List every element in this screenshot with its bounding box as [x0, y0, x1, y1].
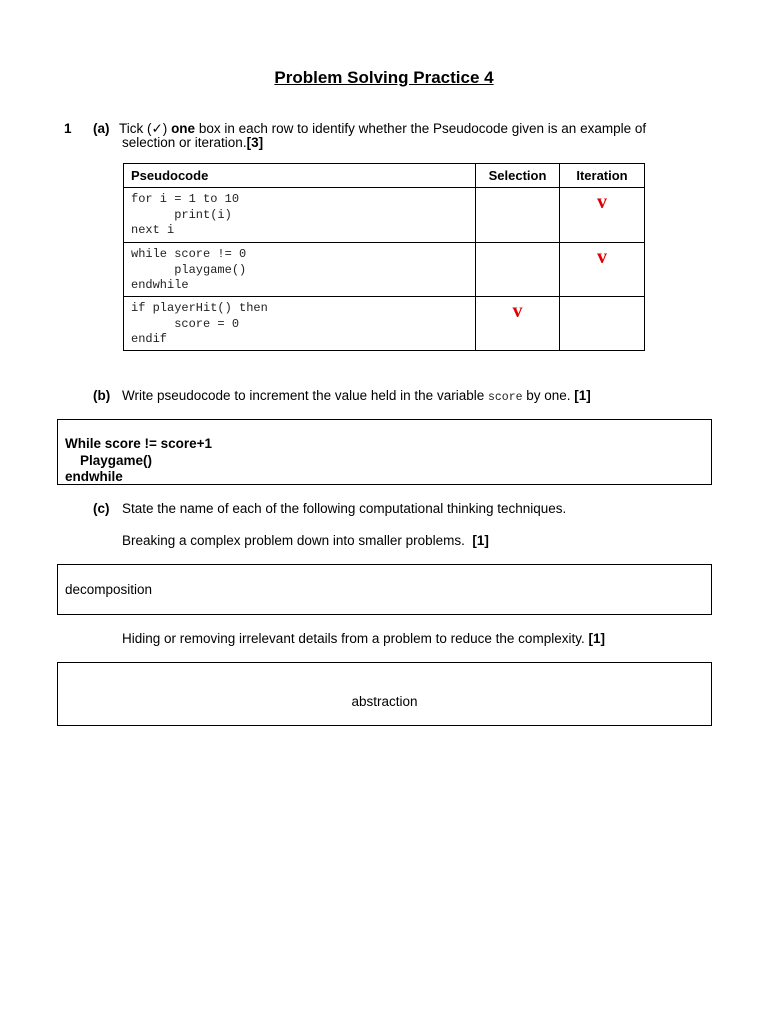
- answer-b-text: [65, 436, 212, 486]
- table-row: [124, 188, 645, 243]
- part-b-instruction: [122, 388, 591, 404]
- header-iteration: Iteration: [560, 164, 645, 188]
- selection-checkbox[interactable]: [476, 243, 560, 297]
- code-line: for i = 1 to 10: [131, 192, 240, 206]
- part-a-label: (a): [93, 121, 110, 136]
- code-line: playgame(): [131, 262, 247, 277]
- table-row: [124, 297, 645, 351]
- iteration-checkbox[interactable]: v: [560, 243, 645, 297]
- header-selection: Selection: [476, 164, 560, 188]
- part-a-text-bold: one: [171, 121, 196, 136]
- part-a-marks: [3]: [246, 135, 264, 150]
- code-line: endwhile: [131, 278, 189, 292]
- part-a-text-pre: Tick (✓): [119, 121, 172, 136]
- part-b-text-post: by one.: [522, 388, 575, 403]
- code-line: score = 0: [131, 316, 240, 331]
- part-a-instruction-line2: [122, 135, 263, 150]
- table-header-row: [124, 164, 645, 188]
- part-c-intro: State the name of each of the following computational thinking techniques.: [122, 501, 567, 516]
- part-b-marks: [1]: [574, 388, 591, 403]
- answer-box-c1[interactable]: [57, 564, 712, 615]
- code-line: endif: [131, 332, 168, 346]
- answer-line: endwhile: [65, 469, 123, 484]
- part-c1-marks: [1]: [472, 533, 489, 548]
- code-line: if playerHit() then: [131, 301, 268, 315]
- part-a-text-line2: selection or iteration.: [122, 135, 247, 150]
- part-c-label: (c): [93, 501, 110, 516]
- iteration-checkbox[interactable]: [560, 297, 645, 351]
- code-cell: [124, 188, 476, 243]
- pseudocode-table: [123, 163, 645, 351]
- selection-checkbox[interactable]: [476, 188, 560, 243]
- code-cell: [124, 297, 476, 351]
- code-line: print(i): [131, 207, 232, 222]
- part-c1-prompt: [122, 533, 489, 548]
- table-row: [124, 243, 645, 297]
- part-c2-prompt: [122, 631, 605, 646]
- page-title: Problem Solving Practice 4: [274, 68, 494, 87]
- iteration-checkbox[interactable]: v: [560, 188, 645, 243]
- code-line: while score != 0: [131, 247, 247, 261]
- answer-line: Playgame(): [65, 452, 153, 468]
- code-line: next i: [131, 223, 175, 237]
- question-number: 1: [64, 121, 72, 136]
- answer-line: While score != score+1: [65, 436, 213, 451]
- answer-box-b[interactable]: [57, 419, 712, 485]
- part-c2-marks: [1]: [588, 631, 605, 646]
- part-b-code-word: score: [487, 391, 523, 404]
- part-a-text-post: box in each row to identify whether the Pseudocode given is an example of: [195, 121, 647, 136]
- code-cell: [124, 243, 476, 297]
- part-b-text-pre: Write pseudocode to increment the value held in the variable: [122, 388, 488, 403]
- answer-c1-text: decomposition: [65, 582, 153, 597]
- part-b-label: (b): [93, 388, 111, 403]
- part-c2-text: Hiding or removing irrelevant details from a problem to reduce the complexity.: [122, 631, 585, 646]
- answer-c2-text: abstraction: [351, 694, 418, 709]
- selection-checkbox[interactable]: v: [476, 297, 560, 351]
- part-c1-text: Breaking a complex problem down into smaller problems.: [122, 533, 465, 548]
- header-pseudocode: Pseudocode: [124, 164, 476, 188]
- answer-box-c2[interactable]: [57, 662, 712, 726]
